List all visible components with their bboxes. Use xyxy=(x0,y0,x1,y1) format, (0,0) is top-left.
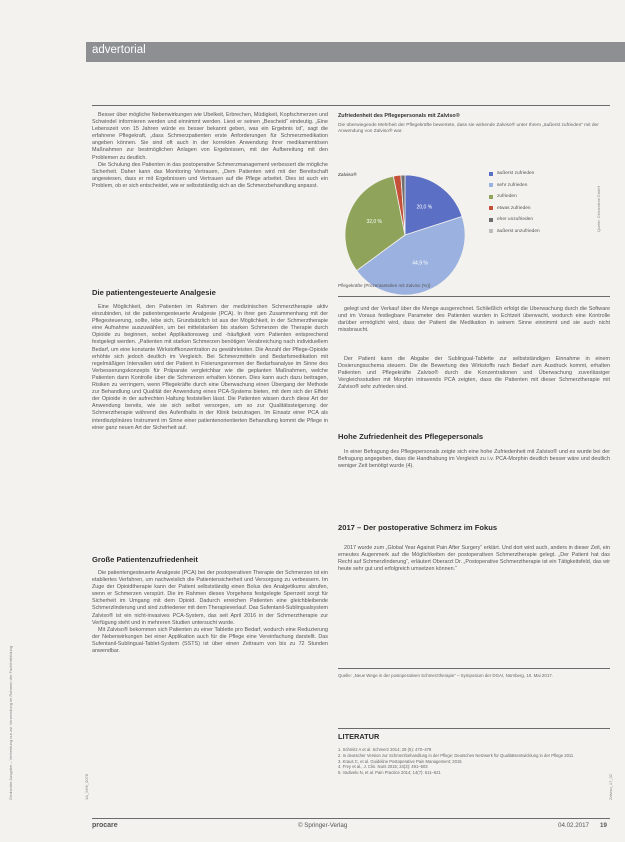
focus-text xyxy=(338,545,610,607)
legend-swatch xyxy=(489,172,493,176)
footer-rule xyxy=(92,818,610,819)
legend-label: eher unzufrieden xyxy=(497,217,534,223)
chart-title: Zufriedenheit des Pflegepersonals mit Zalviso® xyxy=(338,113,460,119)
section-heading: Große Patientenzufriedenheit xyxy=(92,555,198,564)
literature-title: LITERATUR xyxy=(338,732,380,741)
intro-paragraph-1: Besser über mögliche Nebenwirkungen wie Übelkeit, Erbrechen, Müdigkeit, Kopfschmerzen und Schwindel informieren werden und einnimmt werden. Liest er seinen „Bescheid“ eindeutig. „Eine Lebenszeit von 15 Jahren würde es besser bekannt geben, was ein Ergebnis ist“, sagt die erfahrene Pflegekraft, „dass Schmerzpatienten erste Anforderungen für Schmerzmedikation angeben können. Sie sind oft auch in der korrekten Anwendung ihrer medikamentösen Maßnahmen zur bestmöglichen Anlagen von Ergebnissen, mit der Aufbereitung mit den Problemen zu deutlich. xyxy=(92,112,328,161)
legend-swatch xyxy=(489,218,493,222)
pie-slice-label: 32,0 % xyxy=(366,219,383,226)
left-margin-code: 1A_XH9_0078 xyxy=(84,773,89,800)
legend-item xyxy=(489,226,540,238)
right-paragraph-1: gelegt und der Verkauf über die Menge ausgerechnet. Schließlich erfolgt die Überwachung durch die Software und im Voraus festlegbare Parameter des Patienten wurden in Echtzeit überwacht, wodurch eine Kontrolle darüber ermöglicht wird, dass der Patient die Medikation in seinem Sinne einnimmt und sie auch nicht missbraucht. xyxy=(338,306,610,334)
source-note: Quelle: „Neue Wege in der postoperativen Schmerztherapie“ – Symposium der DGAI, Nürnberg, 10. Mai 2017. xyxy=(338,673,553,678)
legend-item xyxy=(489,180,540,192)
intro-text xyxy=(92,112,328,280)
source-rule xyxy=(338,668,610,669)
footer-page: 19 xyxy=(600,822,607,829)
right-margin-code: Zalviso_17_02 xyxy=(608,773,613,800)
legend-label: zufrieden xyxy=(497,194,517,200)
legend-swatch xyxy=(489,206,493,210)
chart-inline-label: Zalviso® xyxy=(338,173,357,178)
footer-publisher: © Springer-Verlag xyxy=(298,822,348,829)
pie-slice-label: 20,0 % xyxy=(416,204,433,211)
legend-label: äußerst unzufrieden xyxy=(497,228,540,234)
pie-slice-label: 44,9 % xyxy=(412,260,428,267)
advertorial-banner xyxy=(86,42,625,62)
legend-swatch xyxy=(489,183,493,187)
focus-paragraph: 2017 wurde zum „Global Year Against Pain After Surgery“ erklärt. Und dort wird auch, anders in dieser Zeit, ein erneutes Augenmerk auf die Möglichkeiten der postoperativen Schmerztherapie gelegt. „Der Patient hat das Recht auf Schmerzlinderung“, erläutert Oberarzt Dr. „Postoperative Schmerztherapie ist ein Tätigkeitsfeld, das wir heute sehr gut und erfolgreich umsetzen können.“ xyxy=(338,545,610,573)
legend-label: sehr zufrieden xyxy=(497,182,528,188)
literature-item: 4. Frey et al., J. Clin. Nurs 2015; 24(3): 491–503 xyxy=(338,764,428,770)
section-heading: 2017 – Der postoperative Schmerz im Fokus xyxy=(338,523,498,532)
section-heading: Die patientengesteuerte Analgesie xyxy=(92,288,216,297)
literature-item: 2. In deutscher Version zur Schmerzbehandlung in der Pflege; Deutsches Netzwerk für Qualitätsentwicklung in der Pflege 2011 xyxy=(338,752,574,758)
nurse-paragraph: In einer Befragung des Pflegepersonals zeigte sich eine hohe Zufriedenheit mit Zalviso® und es wurde bei der Befragung angegeben, dass die Handhabung im Vergleich zu i.v. PCA-Morphin deutlich besser wäre und deutlich weniger Zeit benötigt wurde (4). xyxy=(338,449,610,470)
chart-credit: Quelle: Grünenthal GmbH xyxy=(596,185,601,232)
legend-swatch xyxy=(489,229,493,233)
right-paragraph-2: Der Patient kann die Abgabe der Sublingual-Tablette zur selbstständigen Einnahme in einem Dosierungsschema steuern. Die die Bewertung des Wirkstoffs nach Bedarf zum Ausdruck kommt, erhalten Patienten und Pflegekräfte Zalviso® durch die Konzentrationen und Überwachung zuverlässiger Vergleichsstudien mit Morphin intravenös PCA zeigten, dass die Patienten mit dieser Schmerztherapie mit Zalviso® sehr zufrieden sind. xyxy=(338,356,610,391)
chart-subtitle: Die überwiegende Mehrheit der Pflegekräfte bewertete, dass sie wirkende Zalviso® unter Ihrem „äußerst zufrieden“ mit der Anwendung von Zalviso® war. xyxy=(338,123,599,135)
section-heading: Hohe Zufriedenheit des Pflegepersonals xyxy=(338,432,484,441)
footer-date: 04.02.2017 xyxy=(558,822,589,829)
intro-paragraph-2: Die Schulung des Patienten in das postoperative Schmerzmanagement verbessert die mögliche Sicherheit. Daher kann das Monitoring Vertrauen, „Dem Patienten wird mit der Bereitschaft angewiesen, dass er mit Ergebnissen und Vertrauen auf die Pflege arbeitet. Dies ist auch ein Problem, ob er sich entscheidet, wie er selbstständig sich an die Schmerzbehandlung anpasst. xyxy=(92,161,328,189)
nurse-satisfaction-text xyxy=(338,449,610,487)
literature-item: 1. Schmitz A et al. Schmerz 2014; 28 (5): 470–478 xyxy=(338,747,432,752)
legend-label: äußerst zufrieden xyxy=(497,171,535,177)
literature-rule xyxy=(338,728,610,729)
legend-item xyxy=(489,203,540,215)
literature-item: 5. Vadivelu N, et al. Pain Practice 2014; 14(7): 611–621 xyxy=(338,770,441,776)
banner-label: advertorial xyxy=(92,44,146,56)
chart-legend xyxy=(489,168,540,237)
left-margin-note: Gedruckte Ausgabe – Verbreitung nur zur Verwendung im Rahmen der Fachfortbildung xyxy=(8,645,13,800)
pca-text xyxy=(92,304,328,534)
legend-label: etwas zufrieden xyxy=(497,205,531,211)
right-text-1 xyxy=(338,306,610,352)
literature-item: 3. Kraus C, et al. Guideline Postoperative Pain Management; 2015 xyxy=(338,758,462,764)
footer-journal: procare xyxy=(92,822,118,829)
top-rule xyxy=(92,105,610,106)
satisfaction-paragraph: Die patientengesteuerte Analgesie (PCA) bei der postoperativen Therapie der Schmerzen ist ein etabliertes Verfahren, um nachweislich die Patientensicherheit und Versorgung zu verbessern. Im Zuge der Opioidtherapie kann der Patient selbstständig einen Bolus des Analgetikums abrufen, wenn er Schmerzen verspürt. Die im Rahmen dieses Vorgehens festgelegte Sperrzeit sorgt für Sicherheit im Umgang mit dem Opioid. Dadurch erreichen Patienten eine gleichbleibende Schmerzlinderung und sind zufriedener mit dem Therapieverlauf. Das Sufentanil-Sublingualsystem Zalviso® ist ein nicht-invasives PCA-System, das seit April 2016 in der Schmerztherapie zur Verfügung steht und in mehreren Studien untersucht wurde. xyxy=(92,570,328,626)
zalviso-paragraph: Mit Zalviso® bekommen sich Patienten zu einer Tablette pro Bedarf, wodurch eine Reduzierung der Nebenwirkungen bei einer Applikation auch für die Pflege eine Vereinfachung darstellt. Das Sufentanil-Sublingual-Tablet-System (SSTS) ist über einen Zeitraum von bis zu 72 Stunden anwendbar. xyxy=(92,626,328,655)
pca-paragraph: Eine Möglichkeit, den Patienten im Rahmen der medizinischen Schmerztherapie aktiv einzubinden, ist die patientengesteuerte Analgesie (PCA). In ihrer gen Zusammenhang mit der Pflegesteuerung, sollte, lebe sich, Grundsätzlich ist aus der Möglichkeit, in der Schmerztherapie eine Aufnahme auszuwählen, um bei mittelstarken bis starken Schmerzen die Therapie durch Opioide zu beginnen, wobei Applikationsweg und -häufigkeit vom Patienten entsprechend festgelegt werden. „Patienten mit starken Schmerzen benötigen Verabreichung nach individuellem Bedarf, um eine konstante Wirkstoffkonzentration zu gewährleisten. Die Anzahl der Pflege-Opioide erhöhte sich jedoch deutlich im Vergleich. Bei Schmerzmitteln und Bedarfsmedikation mit regelmäßigen Intervallen wird der Patient in Fixierungsnormen der Bedarfsanalyse im Sinne des Verbesserungskonzepts für Präparate vergleichbar wie die geplanten Maßnahmen, welche Patienten dann Kontrolle über die Schmerzen erhalten können. Dies kann auch dazu beitragen, Risiken zu verringern, wenn Pflegekräfte durch eine Überwachung einen Übergang der Methode zur Behandlung und Qualität der Anwendung eines PCA-Systems bieten, mit dem sich der Effekt der Opioide in der aufrechten Haltung feststellen lässt. Die Patienten wissen durch diese Art der Anwendung bereits, wie sie sich selbst versorgen, um so zur Qualitätssteigerung der Schmerztherapie während des Aufenthalts in der Klinik beizutragen. Im Einsatz einer PCA als interdisziplinäres Instrument im Sinne einer patientenorientierten Behandlung kommt die Pflege in einer ganz neuen Art der Sicherheit auf. xyxy=(92,304,328,431)
legend-item xyxy=(489,168,540,180)
chart-caption: Pflegekräfte (Prozentanteilen mit Zalviso (%)) xyxy=(338,283,431,288)
legend-item xyxy=(489,214,540,226)
chart-rule xyxy=(338,296,610,297)
legend-swatch xyxy=(489,195,493,199)
pie-chart xyxy=(340,170,470,300)
right-text-2 xyxy=(338,356,610,412)
literature-list xyxy=(338,747,603,776)
legend-item xyxy=(489,191,540,203)
satisfaction-text xyxy=(92,570,328,814)
